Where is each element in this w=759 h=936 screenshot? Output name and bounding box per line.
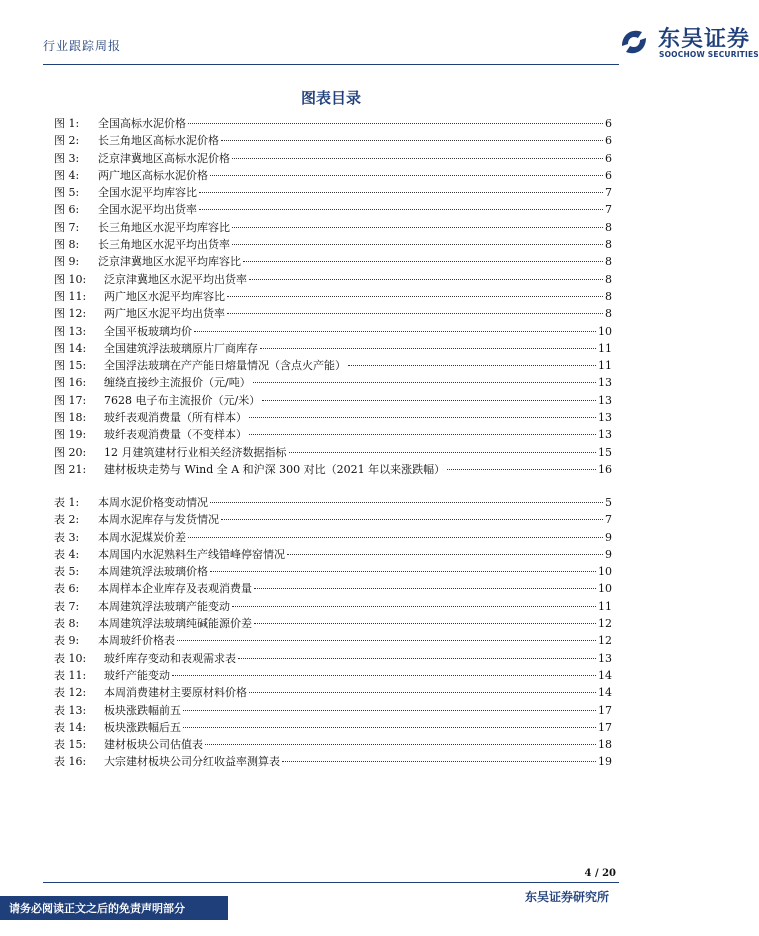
table-entry[interactable]	[54, 702, 612, 719]
toc-entry-label: 板块涨跌幅后五	[104, 720, 181, 734]
toc-entry-label: 全国高标水泥价格	[98, 117, 186, 130]
toc-entry-label: 本周样本企业库存及表观消费量	[98, 582, 252, 596]
toc-entry-label: 两广地区高标水泥价格	[98, 168, 208, 182]
toc-entry-number: 表 10:	[54, 651, 87, 665]
toc-entry-page: 6	[605, 168, 612, 182]
toc-entry-page: 11	[598, 599, 612, 613]
toc-entry-page: 14	[598, 668, 612, 682]
header-divider	[43, 64, 619, 65]
toc-entry-page: 8	[605, 238, 612, 252]
toc-dot-leader	[221, 140, 603, 141]
toc-entry-page: 7	[605, 186, 612, 200]
toc-entry-page: 13	[598, 428, 612, 442]
toc-dot-leader	[221, 519, 603, 520]
toc-entry-page: 18	[598, 738, 612, 752]
toc-dot-leader	[249, 434, 596, 435]
toc-entry-label: 全国浮法玻璃在产产能日熔量情况（含点火产能）	[104, 359, 346, 373]
figure-entry[interactable]	[54, 184, 612, 201]
table-list	[54, 494, 612, 771]
toc-entry-page: 10	[598, 324, 612, 338]
toc-dot-leader	[260, 348, 596, 349]
toc-entry-number: 表 11:	[54, 668, 87, 682]
figure-entry[interactable]	[54, 201, 612, 218]
toc-entry-page: 19	[598, 755, 612, 769]
toc-entry-label: 全国水泥平均库容比	[98, 186, 197, 200]
table-entry[interactable]	[54, 719, 612, 736]
toc-dot-leader	[199, 209, 603, 210]
toc-dot-leader	[194, 331, 596, 332]
disclaimer-bar	[0, 896, 228, 920]
toc-entry-number: 表 2:	[54, 513, 80, 527]
toc-entry-page: 17	[598, 720, 612, 734]
figure-entry[interactable]	[54, 132, 612, 149]
toc-entry-page: 8	[605, 289, 612, 303]
toc-entry-number: 表 12:	[54, 686, 87, 700]
toc-dot-leader	[289, 452, 597, 453]
toc-dot-leader	[238, 658, 596, 659]
toc-dot-leader	[249, 417, 596, 418]
toc-dot-leader	[243, 261, 603, 262]
toc-dot-leader	[249, 692, 596, 693]
toc-entry-page: 9	[605, 530, 612, 544]
toc-entry-page: 13	[598, 411, 612, 425]
toc-entry-label: 大宗建材板块公司分红收益率测算表	[104, 755, 280, 769]
toc-entry-page: 13	[598, 393, 612, 407]
toc-entry-label: 建材板块走势与 Wind 全 A 和沪深 300 对比（2021 年以来涨跌幅）	[104, 462, 446, 476]
toc-dot-leader	[205, 744, 596, 745]
toc-entry-number: 表 7:	[54, 599, 80, 613]
table-entry[interactable]	[54, 598, 612, 615]
figure-entry[interactable]	[54, 253, 612, 270]
toc-entry-label: 缠绕直接纱主流报价（元/吨）	[104, 376, 251, 390]
toc-dot-leader	[232, 158, 603, 159]
toc-entry-label: 玻纤产能变动	[104, 668, 170, 682]
toc-entry-number: 图 9:	[54, 255, 80, 269]
footer-divider	[43, 882, 619, 883]
toc-dot-leader	[210, 175, 603, 176]
toc-dot-leader	[232, 606, 596, 607]
toc-entry-label: 玻纤表观消费量（不变样本）	[104, 428, 247, 442]
logo-mark-icon	[616, 24, 652, 60]
toc-dot-leader	[249, 279, 603, 280]
toc-entry-number: 表 9:	[54, 634, 80, 648]
figure-entry[interactable]	[54, 409, 612, 426]
toc-entry-page: 15	[598, 445, 612, 459]
toc-entry-page: 11	[598, 359, 612, 373]
toc-dot-leader	[348, 365, 596, 366]
toc-entry-label: 本周建筑浮法玻璃价格	[98, 565, 208, 579]
toc-entry-number: 图 17:	[54, 393, 87, 407]
toc-dot-leader	[210, 502, 603, 503]
toc-entry-number: 图 14:	[54, 341, 87, 355]
toc-entry-label: 7628 电子布主流报价（元/米）	[104, 393, 261, 407]
toc-dot-leader	[177, 640, 596, 641]
table-entry[interactable]	[54, 511, 612, 528]
toc-entry-number: 图 1:	[54, 117, 80, 130]
toc-dot-leader	[287, 554, 603, 555]
toc-entry-page: 8	[605, 272, 612, 286]
toc-entry-number: 图 18:	[54, 411, 87, 425]
toc-entry-label: 全国平板玻璃均价	[104, 324, 192, 338]
toc-entry-label: 玻纤表观消费量（所有样本）	[104, 411, 247, 425]
figure-entry[interactable]	[54, 426, 612, 443]
toc-entry-label: 两广地区水泥平均库容比	[104, 289, 225, 303]
toc-dot-leader	[282, 761, 596, 762]
toc-entry-number: 表 4:	[54, 547, 80, 561]
toc-entry-number: 表 15:	[54, 738, 87, 752]
toc-entry-page: 10	[598, 582, 612, 596]
toc-dot-leader	[227, 313, 603, 314]
toc-entry-page: 6	[605, 134, 612, 148]
table-entry[interactable]	[54, 684, 612, 701]
toc-entry-number: 图 5:	[54, 186, 80, 200]
toc-entry-number: 图 19:	[54, 428, 87, 442]
toc-dot-leader	[210, 571, 596, 572]
brand-name-en: SOOCHOW SECURITIES	[659, 50, 759, 59]
toc-entry-label: 板块涨跌幅前五	[104, 703, 181, 717]
toc-entry-page: 8	[605, 307, 612, 321]
toc-entry-page: 17	[598, 703, 612, 717]
toc-entry-number: 图 16:	[54, 376, 87, 390]
page-title: 图表目录	[300, 89, 361, 107]
toc-entry-number: 图 13:	[54, 324, 87, 338]
table-entry[interactable]	[54, 546, 612, 563]
toc-entry-page: 9	[605, 547, 612, 561]
toc-dot-leader	[447, 469, 596, 470]
figure-entry[interactable]	[54, 340, 612, 357]
toc-entry-label: 长三角地区高标水泥价格	[98, 134, 219, 148]
toc-entry-number: 表 5:	[54, 565, 80, 579]
figure-entry[interactable]	[54, 167, 612, 184]
toc-entry-label: 玻纤库存变动和表观需求表	[104, 651, 236, 665]
toc-dot-leader	[227, 296, 603, 297]
table-entry[interactable]	[54, 650, 612, 667]
toc-dot-leader	[254, 588, 596, 589]
figure-entry[interactable]	[54, 461, 612, 478]
toc-dot-leader	[183, 710, 596, 711]
figure-list	[54, 115, 612, 478]
toc-entry-label: 全国水泥平均出货率	[98, 203, 197, 217]
toc-dot-leader	[254, 623, 596, 624]
toc-entry-label: 泛京津冀地区水泥平均出货率	[104, 272, 247, 286]
table-entry[interactable]	[54, 580, 612, 597]
toc-entry-number: 图 15:	[54, 359, 87, 373]
toc-entry-label: 泛京津冀地区高标水泥价格	[98, 151, 230, 165]
toc-entry-label: 本周玻纤价格表	[98, 634, 175, 648]
toc-entry-label: 本周消费建材主要原材料价格	[104, 686, 247, 700]
toc-entry-label: 12 月建筑建材行业相关经济数据指标	[104, 445, 287, 459]
toc-entry-page: 7	[605, 513, 612, 527]
toc-entry-label: 全国建筑浮法玻璃原片厂商库存	[104, 341, 258, 355]
figure-entry[interactable]	[54, 374, 612, 391]
toc-entry-number: 图 4:	[54, 168, 80, 182]
table-entry[interactable]	[54, 563, 612, 580]
toc-entry-number: 图 12:	[54, 307, 87, 321]
toc-entry-page: 8	[605, 255, 612, 269]
toc-entry-label: 泛京津冀地区水泥平均库容比	[98, 255, 241, 269]
figure-entry[interactable]	[54, 150, 612, 167]
toc-dot-leader	[188, 537, 603, 538]
page-number: 4 / 20	[584, 868, 616, 879]
table-entry[interactable]	[54, 529, 612, 546]
toc-dot-leader	[262, 400, 596, 401]
toc-dot-leader	[172, 675, 596, 676]
toc-entry-number: 表 3:	[54, 530, 80, 544]
toc-entry-number: 表 16:	[54, 755, 87, 769]
toc-dot-leader	[232, 227, 603, 228]
toc-dot-leader	[253, 382, 596, 383]
table-entry[interactable]	[54, 494, 612, 511]
toc-entry-number: 图 10:	[54, 272, 87, 286]
footer-org-name: 东吴证券研究所	[524, 890, 609, 904]
toc-entry-number: 图 20:	[54, 445, 87, 459]
figure-entry[interactable]	[54, 323, 612, 340]
disclaimer-notice: 请务必阅读正文之后的免责声明部分	[9, 902, 185, 915]
toc-entry-label: 本周建筑浮法玻璃纯碱能源价差	[98, 617, 252, 631]
table-entry[interactable]	[54, 753, 612, 770]
toc-entry-page: 8	[605, 220, 612, 234]
toc-entry-number: 表 6:	[54, 582, 80, 596]
toc-entry-number: 图 7:	[54, 220, 80, 234]
toc-entry-label: 长三角地区水泥平均出货率	[98, 238, 230, 252]
toc-entry-number: 图 3:	[54, 151, 80, 165]
toc-entry-page: 6	[605, 151, 612, 165]
toc-dot-leader	[183, 727, 596, 728]
toc-entry-page: 7	[605, 203, 612, 217]
toc-entry-label: 本周国内水泥熟料生产线错峰停窑情况	[98, 547, 285, 561]
toc-entry-number: 图 6:	[54, 203, 80, 217]
table-entry[interactable]	[54, 736, 612, 753]
toc-entry-label: 建材板块公司估值表	[104, 738, 203, 752]
toc-dot-leader	[199, 192, 603, 193]
figure-entry[interactable]	[54, 115, 612, 132]
toc-entry-page: 14	[598, 686, 612, 700]
toc-entry-number: 表 14:	[54, 720, 87, 734]
toc-entry-number: 表 8:	[54, 617, 80, 631]
table-entry[interactable]	[54, 632, 612, 649]
toc-entry-number: 表 1:	[54, 496, 80, 509]
toc-entry-number: 图 2:	[54, 134, 80, 148]
figure-entry[interactable]	[54, 392, 612, 409]
toc-entry-page: 12	[598, 634, 612, 648]
toc-entry-page: 13	[598, 376, 612, 390]
toc-entry-label: 本周水泥库存与发货情况	[98, 513, 219, 527]
toc-dot-leader	[232, 244, 603, 245]
table-entry[interactable]	[54, 615, 612, 632]
toc-entry-page: 13	[598, 651, 612, 665]
toc-entry-page: 5	[605, 496, 612, 509]
figure-entry[interactable]	[54, 236, 612, 253]
toc-dot-leader	[188, 123, 603, 124]
toc-entry-page: 11	[598, 341, 612, 355]
toc-entry-label: 长三角地区水泥平均库容比	[98, 220, 230, 234]
figure-entry[interactable]	[54, 288, 612, 305]
figure-entry[interactable]	[54, 271, 612, 288]
toc-entry-number: 表 13:	[54, 703, 87, 717]
figure-entry[interactable]	[54, 357, 612, 374]
report-type-label: 行业跟踪周报	[43, 39, 122, 53]
figure-entry[interactable]	[54, 219, 612, 236]
toc-entry-page: 16	[598, 462, 612, 476]
toc-entry-number: 图 8:	[54, 238, 80, 252]
figure-entry[interactable]	[54, 305, 612, 322]
figure-entry[interactable]	[54, 444, 612, 461]
toc-entry-label: 本周建筑浮法玻璃产能变动	[98, 599, 230, 613]
toc-entry-label: 本周水泥价格变动情况	[98, 496, 208, 509]
toc-entry-label: 两广地区水泥平均出货率	[104, 307, 225, 321]
brand-name-cn: 东吴证券	[658, 27, 751, 52]
table-entry[interactable]	[54, 667, 612, 684]
toc-entry-page: 12	[598, 617, 612, 631]
toc-entry-page: 6	[605, 117, 612, 130]
toc-entry-number: 图 11:	[54, 289, 87, 303]
toc-entry-label: 本周水泥煤炭价差	[98, 530, 186, 544]
toc-entry-number: 图 21:	[54, 462, 87, 476]
toc-entry-page: 10	[598, 565, 612, 579]
